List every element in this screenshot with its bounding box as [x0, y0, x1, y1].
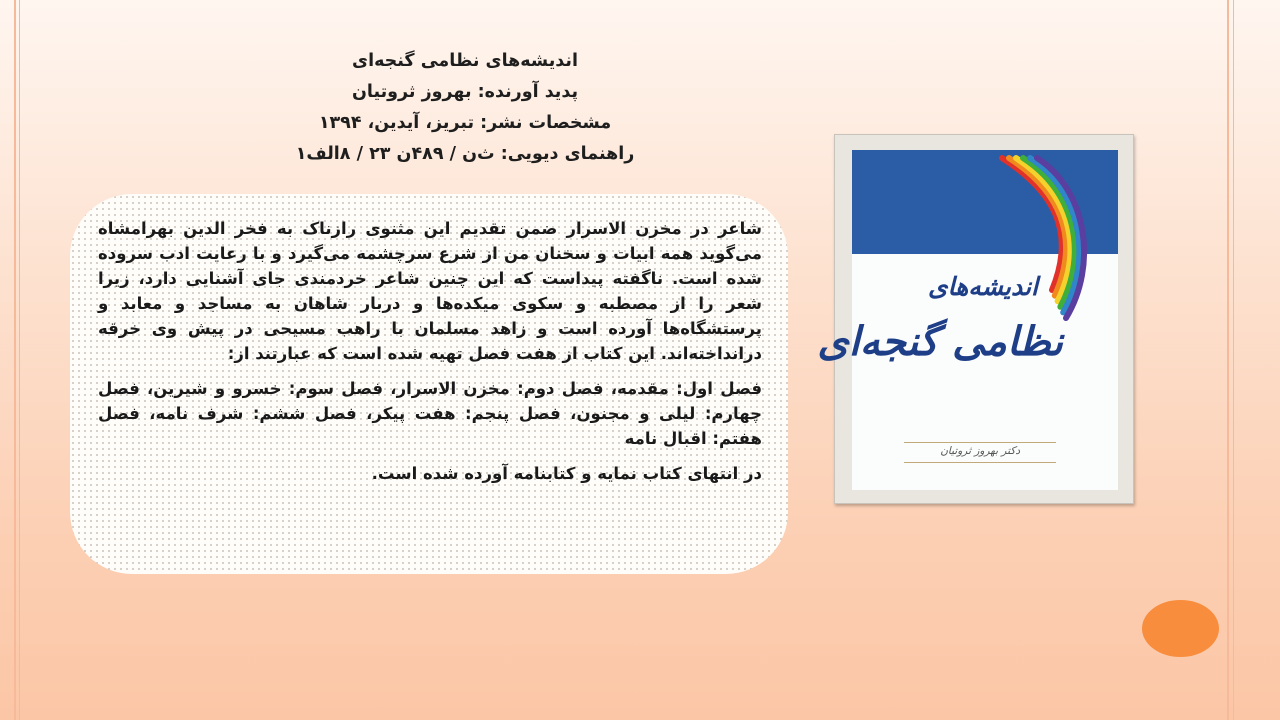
accent-circle: [1142, 600, 1219, 657]
right-border-line: [1227, 0, 1229, 720]
book-publication: مشخصات نشر: تبریز، آیدین، ۱۳۹۴: [318, 113, 612, 133]
description-text: [98, 216, 762, 486]
cover-title-line-2: نظامی گنجه‌ای: [817, 318, 1063, 365]
book-dewey: راهنمای دیویی: ث‌ن / ۴۸۹ن ۲۳ / ۸الف۱: [295, 144, 635, 164]
cover-title-line-1: اندیشه‌های: [927, 272, 1038, 301]
left-border-line-thin: [19, 0, 20, 720]
cover-author: دکتر بهروز ثروتیان: [940, 445, 1020, 457]
description-paragraph-3: در انتهای کتاب نمایه و کتابنامه آورده شده است.: [371, 464, 762, 483]
book-cover: [817, 150, 1118, 490]
description-paragraph-2: فصل اول: مقدمه، فصل دوم: مخزن الاسرار، فصل سوم: خسرو و شیرین، فصل چهارم: لیلی و مجنون، فصل پنجم: هفت پیکر، فصل ششم: شرف نامه، فصل هفتم: اقبال نامه: [98, 379, 762, 448]
left-border-line: [14, 0, 16, 720]
cover-rule-bottom: [904, 462, 1056, 463]
book-info-header: [290, 46, 640, 170]
book-title: اندیشه‌های نظامی گنجه‌ای: [352, 51, 578, 71]
cover-rule-top: [904, 442, 1056, 443]
description-paragraph-1: شاعر در مخزن الاسرار ضمن تقدیم این مثنوی رازناک به فخر الدین بهرامشاه می‌گوید همه ابیات و سخنان من از شرع سرچشمه می‌گیرد و با رعایت ادب سروده شده است. ناگفته پیداست که این چنین شاعر خردمندی جای آشنایی دارد، زیرا شعر را از مصطبه و سکوی میکده‌ها و دربار شاهان به مساجد و معابد و پرستشگاه‌ها آورده است و زاهد مسلمان با راهب مسیحی در پیش وی خرقه درانداخته‌اند. این کتاب از هفت فصل تهیه شده است که عبارتند از:: [98, 219, 762, 363]
description-box: [70, 194, 788, 574]
book-creator: پدید آورنده: بهروز ثروتیان: [351, 82, 579, 102]
right-border-line-thin: [1233, 0, 1234, 720]
book-cover-image: [817, 134, 1134, 504]
